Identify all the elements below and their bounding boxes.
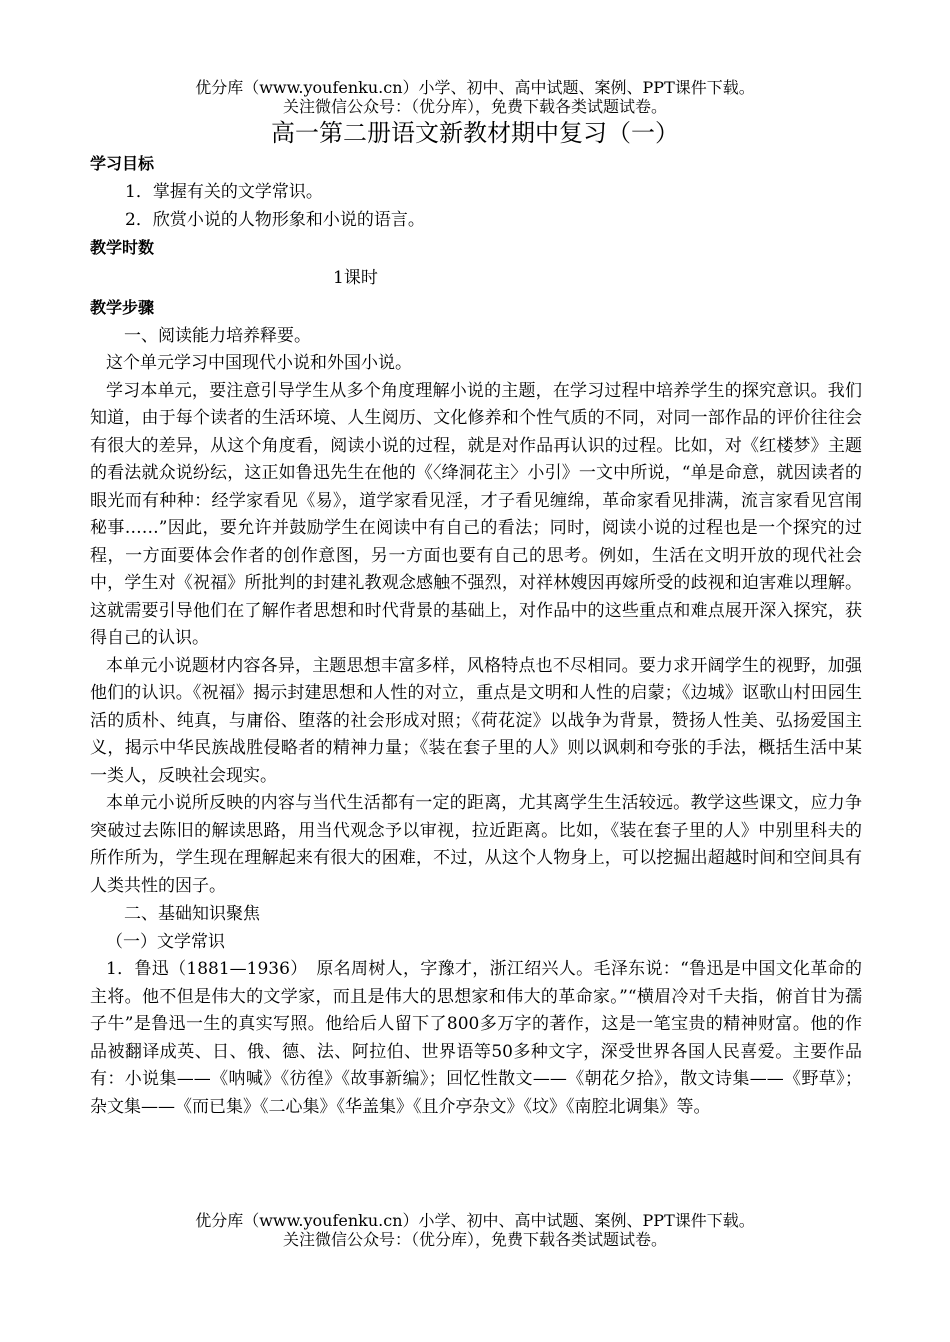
part2-heading: 二、基础知识聚焦 [124, 904, 260, 924]
paragraph-1: 这个单元学习中国现代小说和外国小说。 [106, 353, 412, 373]
document-body [90, 150, 862, 1121]
duration-heading: 教学时数 [90, 238, 155, 257]
duration-value: 1课时 [333, 268, 378, 288]
paragraph-3: 本单元小说题材内容各异，主题思想丰富多样，风格特点也不尽相同。要力求开阔学生的视野，加强他们的认识。《祝福》揭示封建思想和人性的对立，重点是文明和人性的启蒙；《边城》讴歌山村田园生活的质朴、纯真，与庸俗、堕落的社会形成对照；《荷花淀》以战争为背景，赞扬人性美、弘扬爱国主义，揭示中华民族战胜侵略者的精神力量；《装在套子里的人》则以讽刺和夸张的手法，概括生活中某一类人，反映社会现实。 [90, 655, 862, 786]
steps-heading: 教学步骤 [90, 298, 155, 317]
goals-heading: 学习目标 [90, 154, 155, 173]
goal-item-1: 1．掌握有关的文学常识。 [125, 182, 323, 202]
footer-line-1: 优分库（www.youfenku.cn）小学、初中、高中试题、案例、PPT课件下载。 [195, 1211, 755, 1230]
literature-subheading: （一）文学常识 [106, 932, 225, 952]
paragraph-2: 学习本单元，要注意引导学生从多个角度理解小说的主题，在学习过程中培养学生的探究意识。我们知道，由于每个读者的生活环境、人生阅历、文化修养和个性气质的不同，对同一部作品的评价往往会有很大的差异，从这个角度看，阅读小说的过程，就是对作品再认识的过程。比如，对《红楼梦》主题的看法就众说纷纭，这正如鲁迅先生在他的《〈绛洞花主〉小引》一文中所说，“单是命意，就因读者的眼光而有种种：经学家看见《易》，道学家看见淫，才子看见缠绵，革命家看见排满，流言家看见宫闱秘事……”因此，要允许并鼓励学生在阅读中有自己的看法；同时，阅读小说的过程也是一个探究的过程，一方面要体会作者的创作意图，另一方面也要有自己的思考。例如，生活在文明开放的现代社会中，学生对《祝福》所批判的封建礼教观念感触不强烈，对祥林嫂因再嫁所受的歧视和迫害难以理解。这就需要引导他们在了解作者思想和时代背景的基础上，对作品中的这些重点和难点展开深入探究，获得自己的认识。 [90, 380, 862, 648]
header-line-2: 关注微信公众号：（优分库），免费下载各类试题试卷。 [282, 97, 667, 116]
luxun-paragraph: 1．鲁迅（1881—1936） 原名周树人，字豫才，浙江绍兴人。毛泽东说：“鲁迅是中国文化革命的主将。他不但是伟大的文学家，而且是伟大的思想家和伟大的革命家。”“横眉冷对千夫指，俯首甘为孺子牛”是鲁迅一生的真实写照。他给后人留下了800多万字的著作，这是一笔宝贵的精神财富。他的作品被翻译成英、日、俄、德、法、阿拉伯、世界语等50多种文字，深受世界各国人民喜爱。主要作品有：小说集——《呐喊》《彷徨》《故事新编》；回忆性散文——《朝花夕拾》，散文诗集——《野草》；杂文集——《而已集》《二心集》《华盖集》《且介亭杂文》《坟》《南腔北调集》等。 [90, 959, 862, 1117]
page-header [0, 78, 950, 116]
footer-line-2: 关注微信公众号：（优分库），免费下载各类试题试卷。 [282, 1230, 667, 1249]
header-line-1: 优分库（www.youfenku.cn）小学、初中、高中试题、案例、PPT课件下载。 [195, 78, 755, 97]
part1-heading: 一、阅读能力培养释要。 [124, 326, 311, 346]
page-footer [0, 1211, 950, 1249]
goal-item-2: 2．欣赏小说的人物形象和小说的语言。 [125, 210, 425, 230]
paragraph-4: 本单元小说所反映的内容与当代生活都有一定的距离，尤其离学生生活较远。教学这些课文，应力争突破过去陈旧的解读思路，用当代观念予以审视，拉近距离。比如，《装在套子里的人》中别里科夫的所作所为，学生现在理解起来有很大的困难，不过，从这个人物身上，可以挖掘出超越时间和空间具有人类共性的因子。 [90, 793, 862, 896]
document-title: 高一第二册语文新教材期中复习（一） [271, 119, 679, 147]
